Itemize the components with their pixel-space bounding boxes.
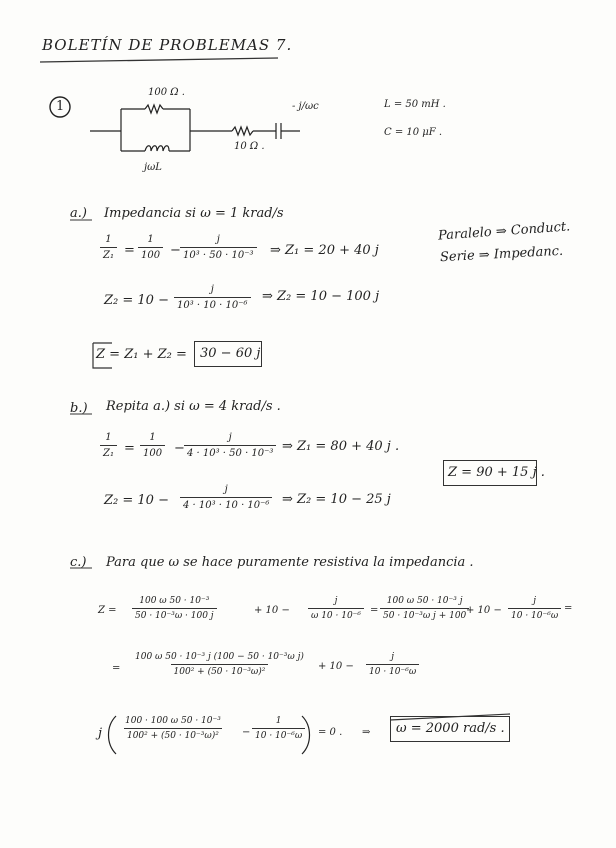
- side-note-parallel: Paralelo ⇒ Conduct.: [437, 219, 571, 244]
- part-c-z: Z =: [98, 605, 117, 616]
- sheet-title: BOLETÍN DE PROBLEMAS 7.: [42, 36, 293, 54]
- part-b-boxed-result: Z = 90 + 15 j .: [448, 465, 545, 480]
- circuit-diagram: [90, 105, 300, 151]
- label-l-parallel: jωL: [144, 162, 162, 173]
- part-a-label: a.): [70, 206, 87, 221]
- part-c-l3-frac2: $\frac{1}{\text{10 · 10⁻⁶ω}}$: [252, 716, 305, 741]
- label-r-series: 10 Ω .: [234, 141, 265, 152]
- part-a-eq1-result: ⇒ Z₁ = 20 + 40 j: [270, 243, 379, 258]
- part-c-l3-frac1: $\frac{\text{100 · 100 ω 50 · 10⁻³}}{\text{100² + (50 · 10⁻³ω)²}}$: [125, 716, 221, 741]
- part-c-l2-frac2: $\frac{j}{\text{10 · 10⁻⁶ω}}$: [366, 652, 419, 677]
- part-c-label: c.): [70, 555, 87, 570]
- part-a-eq2-result: ⇒ Z₂ = 10 − 100 j: [262, 289, 380, 304]
- part-a-eq1-lhs: $\frac{1}{\text{Z₁}}$: [100, 234, 117, 261]
- part-b-eq1-lhs: $\frac{1}{\text{Z₁}}$: [100, 432, 117, 459]
- part-c-heading: Para que ω se hace puramente resistiva la impedancia .: [106, 555, 474, 570]
- part-c-l1-frac1: $\frac{\text{100 ω 50 · 10⁻³}}{\text{50 · 10⁻³ω · 100 j}}$: [132, 596, 217, 621]
- part-b-eq1-result: ⇒ Z₁ = 80 + 40 j .: [282, 439, 400, 454]
- problem-number: 1: [56, 99, 65, 114]
- part-a-heading: Impedancia si ω = 1 krad/s: [104, 206, 284, 221]
- part-b-eq1-term1: $\frac{1}{100}$: [140, 432, 165, 459]
- side-note-series: Serie ⇒ Impedanc.: [439, 243, 564, 266]
- part-b-eq1-term2: $\frac{j}{\text{4 · 10³ · 50 · 10⁻³}}$: [184, 432, 276, 459]
- label-r-parallel: 100 Ω .: [148, 87, 185, 98]
- part-a-total-result: 30 − 60 j: [200, 346, 261, 361]
- part-b-heading: Repita a.) si ω = 4 krad/s .: [106, 399, 281, 414]
- part-c-l1-frac3: $\frac{\text{100 ω 50 · 10⁻³ j}}{\text{50 · 10⁻³ω j + 100}}$: [380, 596, 469, 621]
- part-b-eq2-result: ⇒ Z₂ = 10 − 25 j: [282, 492, 391, 507]
- part-a-eq1-term2: $\frac{j}{\text{10³ · 50 · 10⁻³}}$: [180, 234, 257, 261]
- part-c-answer: ω = 2000 rad/s .: [396, 721, 505, 736]
- part-b-eq2-term: $\frac{j}{\text{4 · 10³ · 10 · 10⁻⁶}}$: [180, 484, 272, 511]
- given-capacitance: C = 10 μF .: [384, 127, 443, 138]
- part-b-eq2-lhs: Z₂ = 10 −: [104, 493, 169, 508]
- given-inductance: L = 50 mH .: [384, 99, 446, 110]
- part-a-total-lhs: Z = Z₁ + Z₂ =: [96, 347, 187, 362]
- part-a-eq2-lhs: Z₂ = 10 −: [104, 293, 169, 308]
- part-c-l1-frac2: $\frac{j}{\text{ω 10 · 10⁻⁶}}$: [308, 596, 364, 621]
- handwritten-sheet: BOLETÍN DE PROBLEMAS 7. 1 100 Ω . jωL 10 Ω . - j/ωc L = 50 mH . C = 10 μF . Paralelo ⇒ Conduct. Serie ⇒ Impedanc. a.) Impedancia si ω = 1 krad/s $\frac{1}{\text{Z₁}}$ = $\frac{1}{100}$ − $\frac{j}{\text{10³ · 50 · 10⁻³}}$ ⇒ Z₁ = 20 + 40 j Z₂ = 10 − $\frac{j}{\text{10³ · 10 · 10⁻⁶}}$ ⇒ Z₂ = 10 − 100 j Z = Z₁ + Z₂ = 30 − 60 j b.) Repita a.) si ω = 4 krad/s . $\frac{1}{\text{Z₁}}$ = $\frac{1}{100}$ − $\frac{j}{\text{4 · 10³ · 50 · 10⁻³}}$ ⇒ Z₁ = 80 + 40 j . Z₂ = 10 − $\frac{j}{\text{4 · 10³ · 10 · 10⁻⁶}}$ ⇒ Z₂ = 10 − 25 j Z = 90 + 15 j . c.) Para que ω se hace puramente resistiva la impedancia . Z = $\frac{\text{100 ω 50 · 10⁻³}}{\text{50 · 10⁻³ω · 100 j}}$ + 10 − $\frac{j}{\text{ω 10 · 10⁻⁶}}$ = $\frac{\text{100 ω 50 · 10⁻³ j}}{\text{50 · 10⁻³ω j + 100}}$ + 10 − $\frac{j}{\text{10 · 10⁻⁶ω}}$ = = $\frac{\text{100 ω 50 · 10⁻³ j (100 − 50 · 10⁻³ω j)}}{\text{100² + (50 · 10⁻³ω)²}}$ + 10 − $\frac{j}{\text{10 · 10⁻⁶ω}}$ j $\frac{\text{100 · 100 ω 50 · 10⁻³}}{\text{100² + (50 · 10⁻³ω)²}}$ − $\frac{1}{\text{10 · 10⁻⁶ω}}$ = 0 . ⇒ ω = 2000 rad/s .: [0, 0, 616, 848]
- label-c-series: - j/ωc: [292, 101, 319, 112]
- part-b-label: b.): [70, 401, 88, 416]
- part-c-l2-frac1: $\frac{\text{100 ω 50 · 10⁻³ j (100 − 50 · 10⁻³ω j)}}{\text{100² + (50 · 10⁻³ω)²}}$: [135, 652, 304, 677]
- part-a-eq2-term: $\frac{j}{\text{10³ · 10 · 10⁻⁶}}$: [174, 284, 251, 311]
- part-c-l1-frac4: $\frac{j}{\text{10 · 10⁻⁶ω}}$: [508, 596, 561, 621]
- part-a-eq1-term1: $\frac{1}{100}$: [138, 234, 163, 261]
